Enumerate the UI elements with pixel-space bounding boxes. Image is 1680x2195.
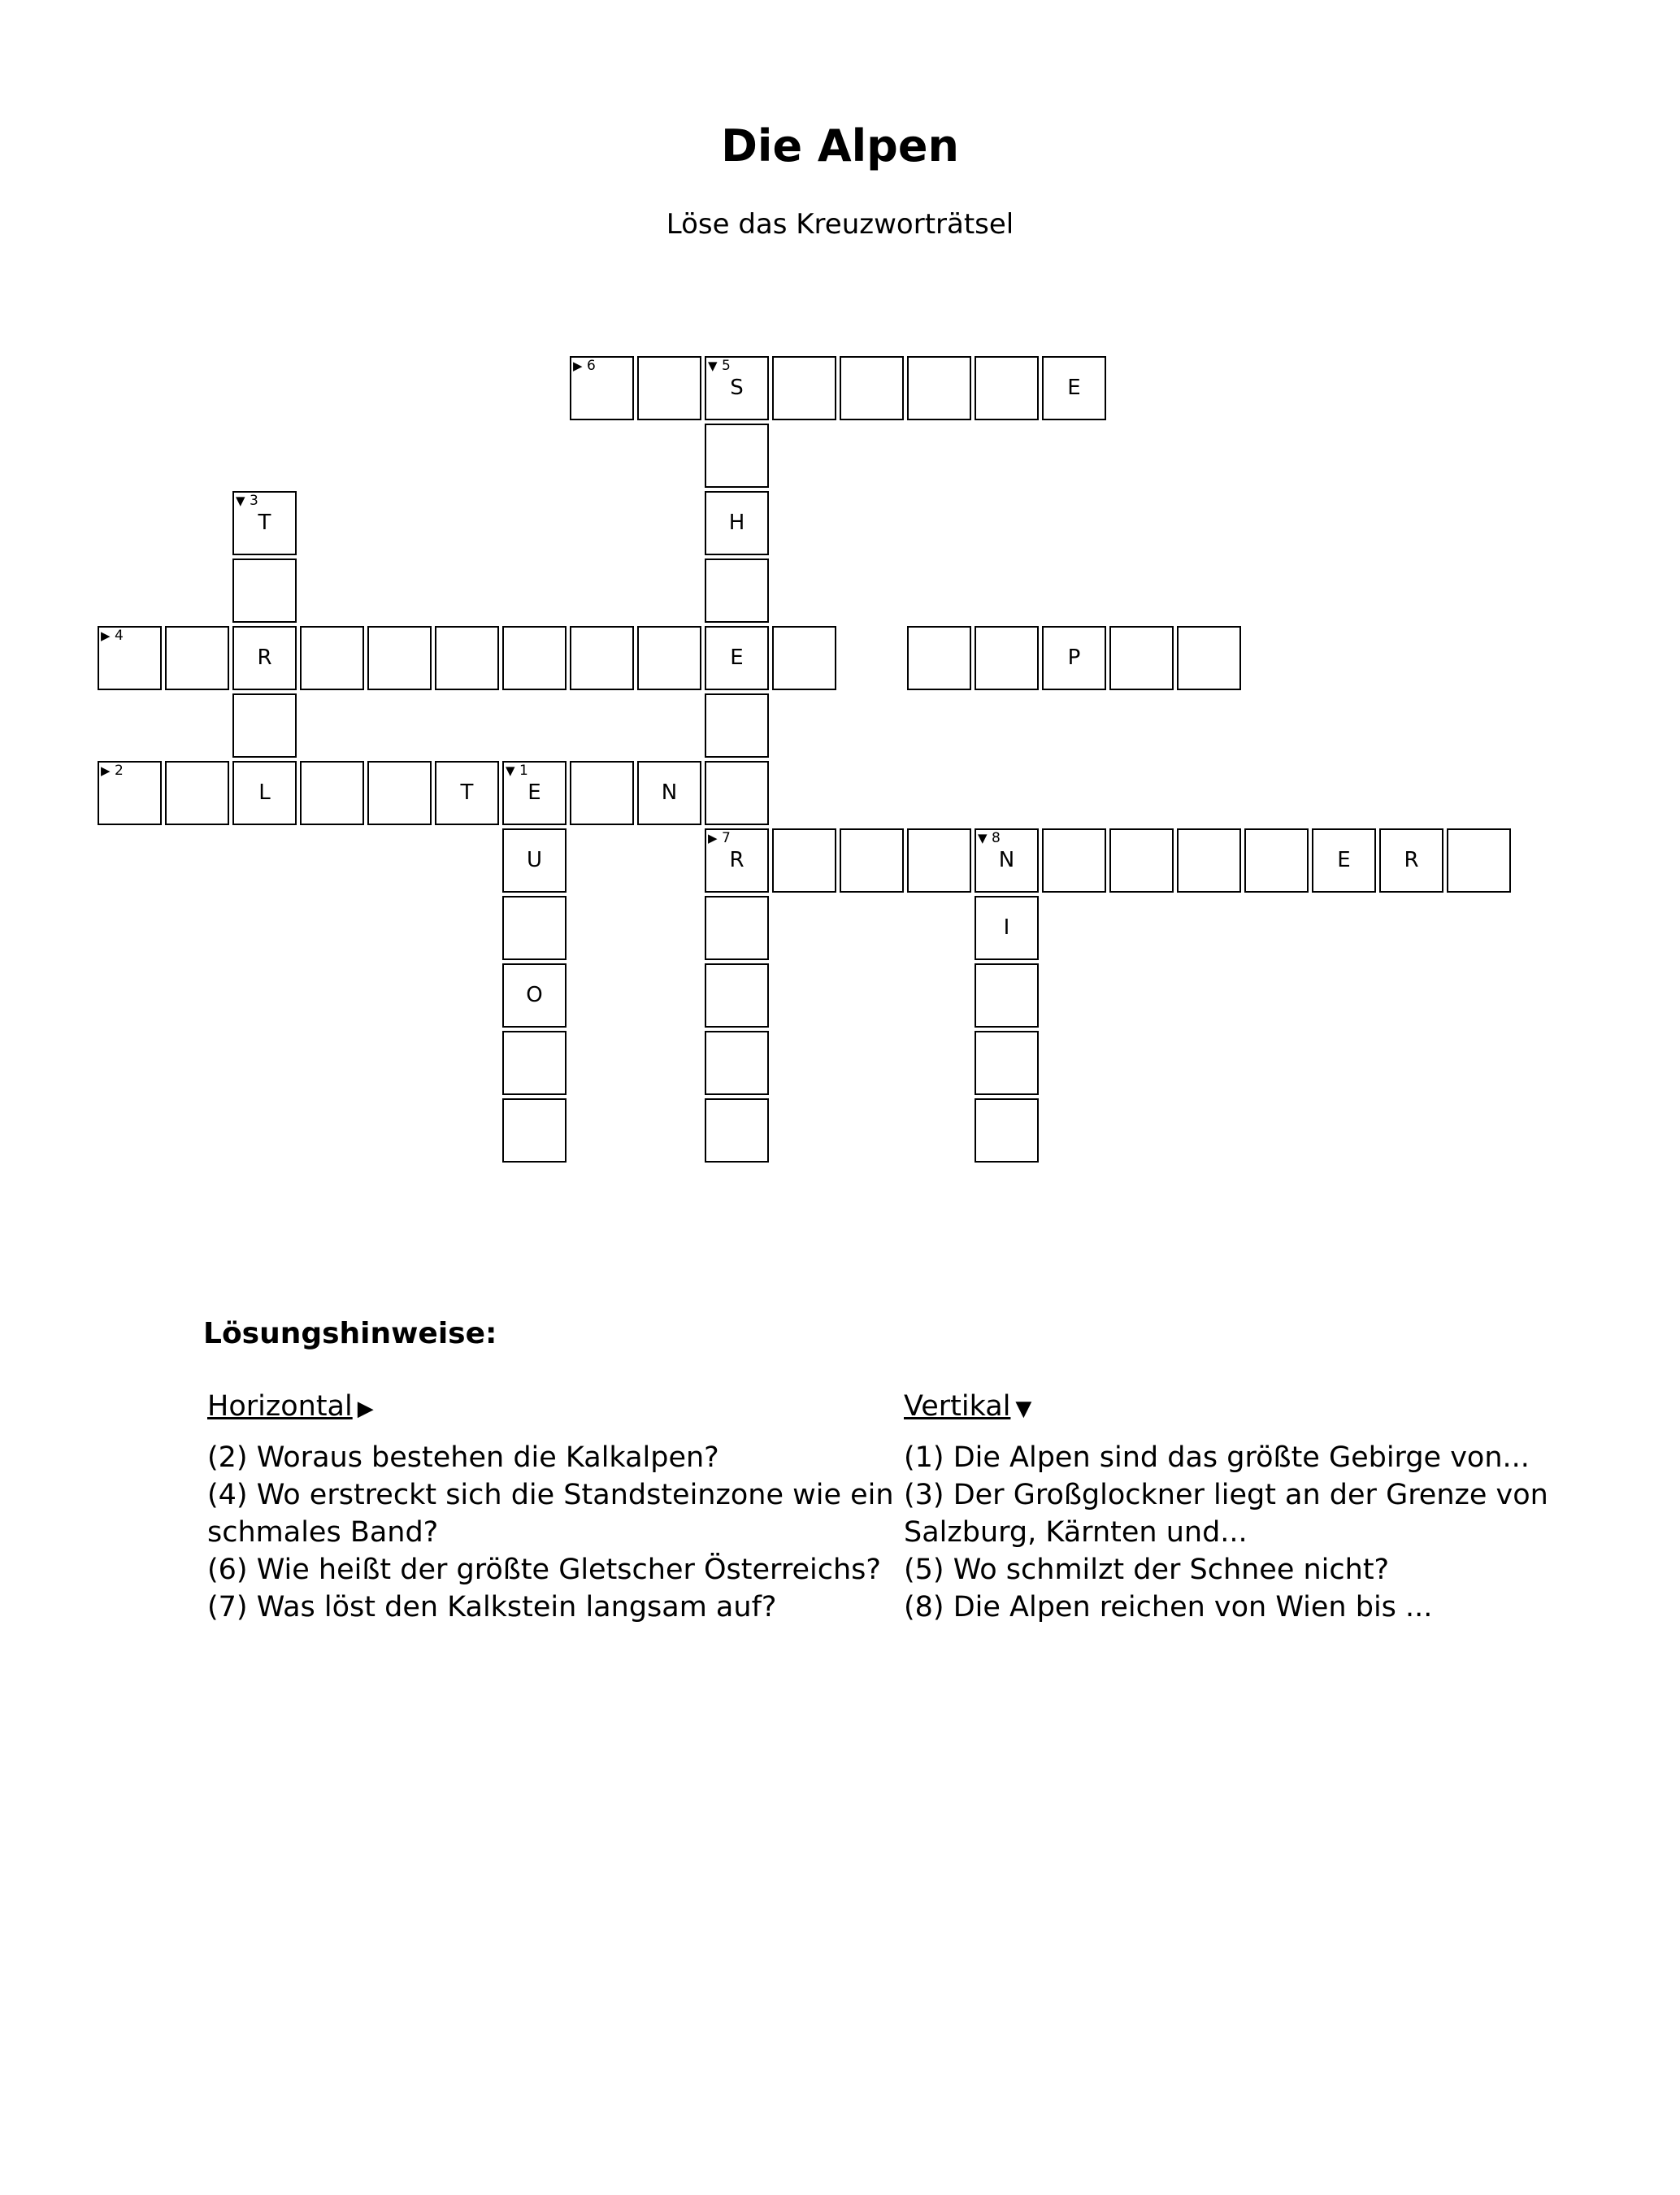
crossword-cell[interactable] — [907, 626, 971, 690]
cell-letter: I — [1003, 915, 1010, 940]
clue-horizontal-7: (7) Was löst den Kalkstein langsam auf? — [207, 1591, 777, 1623]
crossword-cell[interactable] — [705, 626, 769, 690]
crossword-cell[interactable] — [975, 1031, 1039, 1095]
arrow-down-icon: ▼ — [978, 831, 988, 845]
clue-number: 6 — [582, 358, 596, 374]
crossword-cell[interactable] — [165, 761, 229, 825]
crossword-cell[interactable] — [1177, 828, 1241, 893]
clue-vertical-1: (1) Die Alpen sind das größte Gebirge von... — [904, 1441, 1530, 1474]
crossword-cell[interactable] — [1379, 828, 1443, 893]
crossword-cell[interactable] — [975, 626, 1039, 690]
arrow-right-icon: ▶ — [101, 628, 111, 643]
cell-letter: R — [1404, 848, 1419, 872]
crossword-cell[interactable] — [705, 761, 769, 825]
clue-number-marker — [978, 830, 1001, 846]
cell-letter: P — [1067, 645, 1081, 670]
crossword-cell[interactable] — [367, 626, 432, 690]
arrow-down-icon: ▼ — [708, 359, 718, 373]
crossword-cell[interactable] — [975, 963, 1039, 1028]
cell-letter: H — [728, 511, 745, 535]
cell-letter: L — [258, 780, 271, 805]
arrow-down-icon: ▼ — [1015, 1397, 1032, 1421]
cell-letter: N — [661, 780, 678, 805]
crossword-cell[interactable] — [570, 761, 634, 825]
crossword-cell[interactable] — [435, 761, 499, 825]
arrow-right-icon: ▶ — [573, 359, 583, 373]
crossword-cell[interactable] — [1042, 626, 1106, 690]
crossword-cell[interactable] — [705, 1031, 769, 1095]
crossword-cell[interactable] — [705, 1098, 769, 1163]
cell-letter: N — [998, 848, 1015, 872]
arrow-right-icon: ▶ — [357, 1397, 374, 1421]
crossword-cell[interactable] — [1244, 828, 1309, 893]
crossword-cell[interactable] — [907, 356, 971, 420]
vertical-clue-list — [904, 1439, 1595, 1626]
crossword-cell[interactable] — [772, 828, 836, 893]
arrow-right-icon: ▶ — [708, 831, 718, 845]
crossword-cell[interactable] — [232, 559, 297, 623]
crossword-cell[interactable] — [637, 761, 701, 825]
crossword-cell[interactable] — [975, 356, 1039, 420]
clue-number: 7 — [717, 830, 731, 846]
crossword-cell[interactable] — [975, 828, 1039, 893]
crossword-cell[interactable] — [705, 424, 769, 488]
crossword-cell[interactable] — [1042, 828, 1106, 893]
crossword-cell[interactable] — [772, 626, 836, 690]
crossword-cell[interactable] — [705, 559, 769, 623]
crossword-cell[interactable] — [840, 828, 904, 893]
arrow-right-icon: ▶ — [101, 763, 111, 778]
cell-letter: O — [526, 983, 543, 1007]
clue-horizontal-2: (2) Woraus bestehen die Kalkalpen? — [207, 1441, 719, 1474]
crossword-cell[interactable] — [1312, 828, 1376, 893]
page-title: Die Alpen — [721, 120, 959, 172]
crossword-cell[interactable] — [98, 626, 162, 690]
crossword-cell[interactable] — [502, 896, 567, 960]
crossword-cell[interactable] — [1109, 828, 1174, 893]
crossword-cell[interactable] — [772, 356, 836, 420]
crossword-cell[interactable] — [435, 626, 499, 690]
crossword-cell[interactable] — [502, 1031, 567, 1095]
crossword-cell[interactable] — [1447, 828, 1511, 893]
vertical-label: Vertikal — [904, 1390, 1011, 1423]
crossword-cell[interactable] — [502, 963, 567, 1028]
crossword-cell[interactable] — [502, 761, 567, 825]
clue-number: 8 — [987, 830, 1001, 846]
clue-number: 3 — [245, 493, 258, 509]
clue-number-marker — [708, 830, 731, 846]
vertical-heading — [904, 1390, 1031, 1423]
crossword-cell[interactable] — [907, 828, 971, 893]
hints-heading: Lösungshinweise: — [203, 1317, 497, 1350]
cell-letter: E — [730, 645, 744, 670]
cell-letter: E — [1337, 848, 1351, 872]
crossword-cell[interactable] — [232, 626, 297, 690]
cell-letter: E — [1067, 376, 1081, 400]
crossword-cell[interactable] — [98, 761, 162, 825]
crossword-cell[interactable] — [705, 963, 769, 1028]
crossword-cell[interactable] — [637, 626, 701, 690]
crossword-cell[interactable] — [840, 356, 904, 420]
crossword-cell[interactable] — [637, 356, 701, 420]
crossword-cell[interactable] — [300, 761, 364, 825]
crossword-cell[interactable] — [570, 356, 634, 420]
horizontal-heading — [207, 1390, 374, 1423]
clue-number-marker — [708, 358, 731, 374]
crossword-cell[interactable] — [367, 761, 432, 825]
crossword-cell[interactable] — [705, 828, 769, 893]
crossword-cell[interactable] — [705, 356, 769, 420]
crossword-cell[interactable] — [975, 1098, 1039, 1163]
clue-number-marker — [573, 358, 596, 374]
horizontal-label: Horizontal — [207, 1390, 353, 1423]
clue-horizontal-4: (4) Wo erstreckt sich die Standsteinzone wie ein schmales Band? — [207, 1479, 894, 1549]
crossword-cell[interactable] — [1177, 626, 1241, 690]
clue-number-marker — [101, 628, 124, 644]
crossword-cell[interactable] — [232, 693, 297, 758]
crossword-cell[interactable] — [300, 626, 364, 690]
cell-letter: T — [258, 511, 271, 535]
crossword-cell[interactable] — [232, 761, 297, 825]
clue-vertical-3: (3) Der Großglockner liegt an der Grenze von Salzburg, Kärnten und... — [904, 1479, 1548, 1549]
crossword-cell[interactable] — [165, 626, 229, 690]
clue-number: 1 — [514, 763, 528, 779]
cell-letter: S — [730, 376, 744, 400]
horizontal-clue-list — [207, 1439, 898, 1626]
crossword-cell[interactable] — [570, 626, 634, 690]
crossword-cell[interactable] — [705, 896, 769, 960]
cell-letter: E — [527, 780, 541, 805]
crossword-cell[interactable] — [705, 693, 769, 758]
arrow-down-icon: ▼ — [236, 493, 245, 508]
crossword-cell[interactable] — [1042, 356, 1106, 420]
crossword-cell[interactable] — [502, 626, 567, 690]
crossword-cell[interactable] — [1109, 626, 1174, 690]
arrow-down-icon: ▼ — [506, 763, 515, 778]
page-subtitle: Löse das Kreuzworträtsel — [666, 208, 1014, 241]
clue-number: 2 — [110, 763, 124, 779]
crossword-cell[interactable] — [502, 828, 567, 893]
crossword-cell[interactable] — [502, 1098, 567, 1163]
clue-vertical-5: (5) Wo schmilzt der Schnee nicht? — [904, 1554, 1390, 1586]
clue-number-marker — [236, 493, 258, 509]
cell-letter: R — [257, 645, 272, 670]
clue-vertical-8: (8) Die Alpen reichen von Wien bis ... — [904, 1591, 1433, 1623]
clue-horizontal-6: (6) Wie heißt der größte Gletscher Österreichs? — [207, 1554, 881, 1586]
clue-number-marker — [506, 763, 528, 779]
crossword-cell[interactable] — [705, 491, 769, 555]
clue-number-marker — [101, 763, 124, 779]
cell-letter: T — [460, 780, 474, 805]
cell-letter: R — [729, 848, 744, 872]
clue-number: 4 — [110, 628, 124, 644]
cell-letter: U — [526, 848, 543, 872]
clue-number: 5 — [717, 358, 731, 374]
crossword-cell[interactable] — [232, 491, 297, 555]
crossword-cell[interactable] — [975, 896, 1039, 960]
